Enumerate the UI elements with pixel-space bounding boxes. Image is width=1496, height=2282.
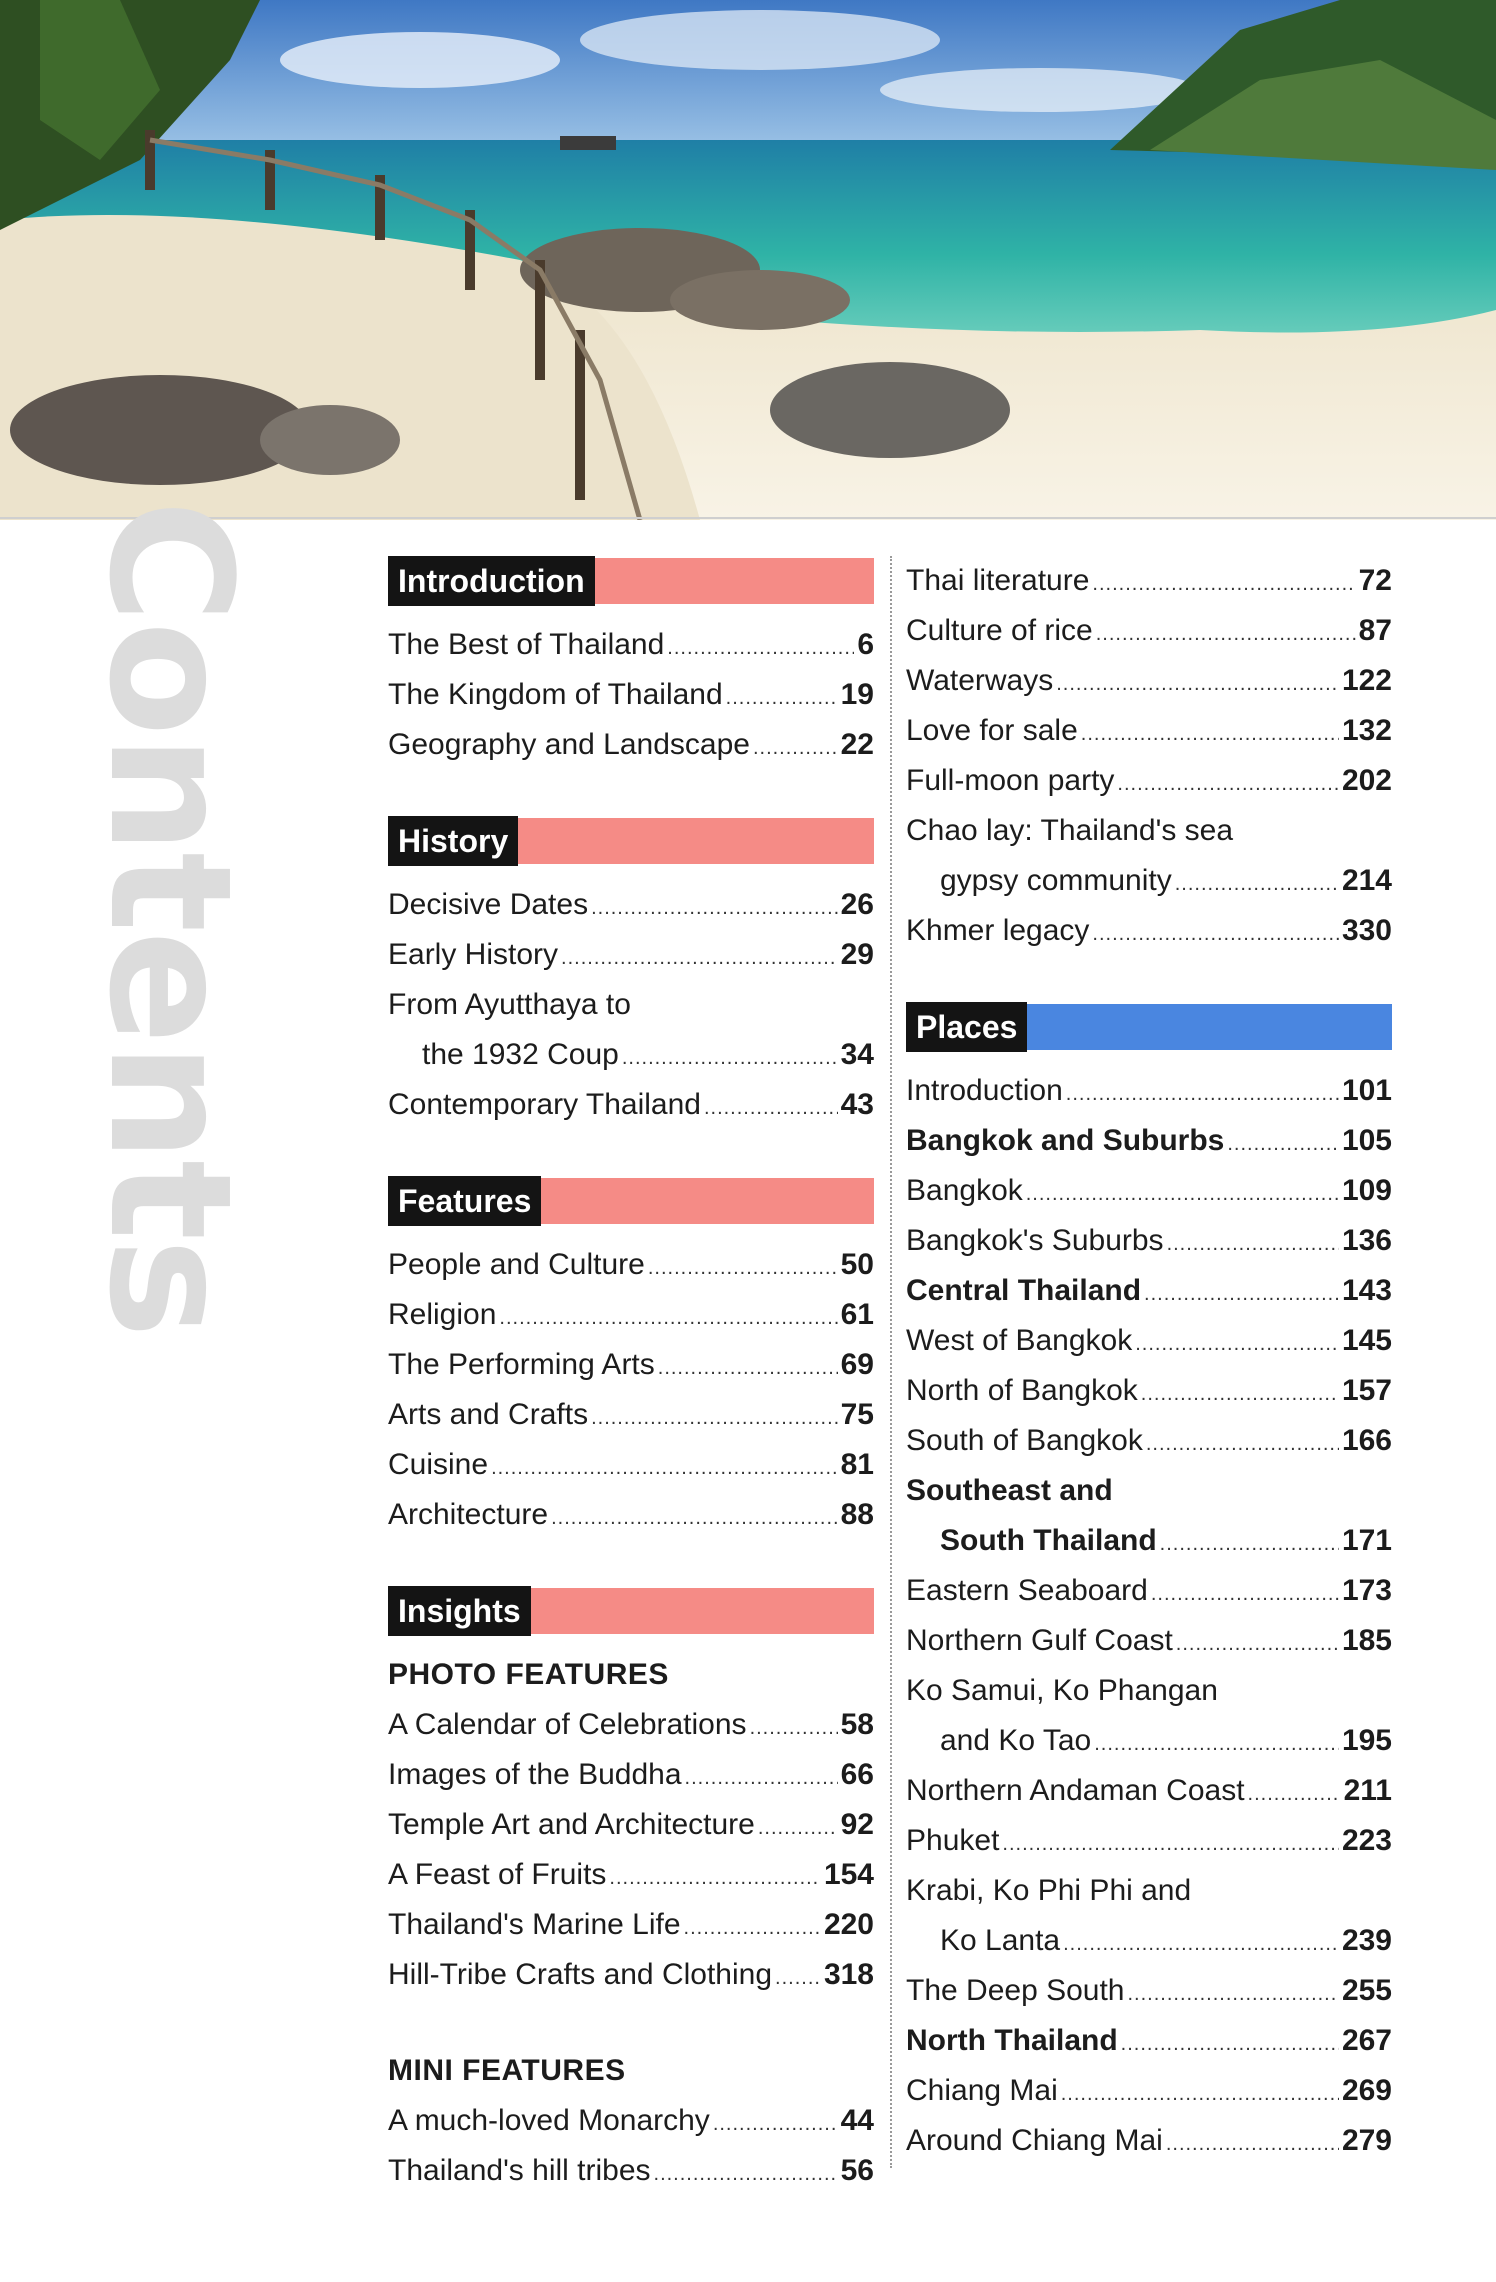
section-header-features — [388, 1176, 874, 1226]
toc-entry[interactable]: Introduction ..... 101 — [906, 1066, 1392, 1116]
toc-entry-region[interactable]: South Thailand ..... 171 — [906, 1516, 1392, 1566]
section-header-history — [388, 816, 874, 866]
toc-entry-region[interactable]: Bangkok and Suburbs ..... 105 — [906, 1116, 1392, 1166]
toc-entry[interactable]: Love for sale ..... 132 — [906, 706, 1392, 756]
toc-entry-wrap[interactable]: Krabi, Ko Phi Phi and — [906, 1874, 1192, 1907]
toc-entry[interactable]: Images of the Buddha ..... 66 — [388, 1750, 874, 1800]
toc-entry[interactable]: A much-loved Monarchy ..... 44 — [388, 2096, 874, 2146]
section-label: Places — [906, 1002, 1027, 1052]
toc-entry[interactable]: A Feast of Fruits ..... 154 — [388, 1850, 874, 1900]
section-header-insights — [388, 1586, 874, 1636]
cover-photo-beach — [0, 0, 1496, 520]
toc-entry[interactable]: Thailand's hill tribes ..... 56 — [388, 2146, 874, 2196]
toc-entry[interactable]: Eastern Seaboard ..... 173 — [906, 1566, 1392, 1616]
toc-entry[interactable]: A Calendar of Celebrations ..... 58 — [388, 1700, 874, 1750]
toc-entry[interactable]: Geography and Landscape ..... 22 — [388, 720, 874, 770]
beach-illustration — [0, 0, 1496, 520]
toc-entry[interactable]: Ko Lanta ..... 239 — [906, 1916, 1392, 1966]
toc-entry[interactable]: Cuisine ..... 81 — [388, 1440, 874, 1490]
toc-entry[interactable]: Thai literature ..... 72 — [906, 556, 1392, 606]
toc-entry[interactable]: Thailand's Marine Life ..... 220 — [388, 1900, 874, 1950]
toc-entry[interactable]: Contemporary Thailand ..... 43 — [388, 1080, 874, 1130]
toc-entry[interactable]: Waterways ..... 122 — [906, 656, 1392, 706]
section-label: History — [388, 816, 518, 866]
toc-entry[interactable]: The Performing Arts ..... 69 — [388, 1340, 874, 1390]
toc-entry[interactable]: and Ko Tao ..... 195 — [906, 1716, 1392, 1766]
toc-entry[interactable]: Phuket ..... 223 — [906, 1816, 1392, 1866]
toc-entry[interactable]: the 1932 Coup ..... 34 — [388, 1030, 874, 1080]
section-label: Features — [388, 1176, 541, 1226]
toc-entry[interactable]: Religion ..... 61 — [388, 1290, 874, 1340]
section-label: Introduction — [388, 556, 595, 606]
toc-entry[interactable]: Decisive Dates ..... 26 — [388, 880, 874, 930]
toc-entry[interactable]: Around Chiang Mai ..... 279 — [906, 2116, 1392, 2166]
section-header-places — [906, 1002, 1392, 1052]
toc-entry[interactable]: West of Bangkok ..... 145 — [906, 1316, 1392, 1366]
toc-entry[interactable]: The Kingdom of Thailand ..... 19 — [388, 670, 874, 720]
toc-entry[interactable]: Full-moon party ..... 202 — [906, 756, 1392, 806]
toc-entry[interactable]: The Deep South ..... 255 — [906, 1966, 1392, 2016]
toc-entry-wrap[interactable]: Ko Samui, Ko Phangan — [906, 1674, 1218, 1707]
contents-vertical-title — [70, 499, 270, 1337]
toc-entry[interactable]: Khmer legacy ..... 330 — [906, 906, 1392, 956]
toc-entry[interactable]: Arts and Crafts ..... 75 — [388, 1390, 874, 1440]
mini-features-subheading: MINI FEATURES — [388, 2054, 626, 2087]
photo-features-subheading: PHOTO FEATURES — [388, 1658, 669, 1691]
toc-entry-wrap[interactable]: From Ayutthaya to — [388, 988, 631, 1021]
toc-entry[interactable]: Chiang Mai ..... 269 — [906, 2066, 1392, 2116]
toc-entry[interactable]: The Best of Thailand ..... 6 — [388, 620, 874, 670]
column-divider — [890, 556, 892, 2168]
toc-entry[interactable]: North of Bangkok ..... 157 — [906, 1366, 1392, 1416]
toc-entry-region[interactable]: North Thailand ..... 267 — [906, 2016, 1392, 2066]
toc-entry[interactable]: Northern Gulf Coast ..... 185 — [906, 1616, 1392, 1666]
toc-left-column — [388, 556, 874, 2196]
toc-entry[interactable]: People and Culture ..... 50 — [388, 1240, 874, 1290]
section-label: Insights — [388, 1586, 531, 1636]
toc-entry[interactable]: gypsy community ..... 214 — [906, 856, 1392, 906]
toc-entry-region[interactable]: Central Thailand ..... 143 — [906, 1266, 1392, 1316]
toc-entry[interactable]: Culture of rice ..... 87 — [906, 606, 1392, 656]
toc-entry[interactable]: Bangkok ..... 109 — [906, 1166, 1392, 1216]
section-header-introduction — [388, 556, 874, 606]
toc-entry[interactable]: Bangkok's Suburbs ..... 136 — [906, 1216, 1392, 1266]
toc-entry[interactable]: Temple Art and Architecture ..... 92 — [388, 1800, 874, 1850]
page-title: Contents — [72, 499, 268, 1337]
toc-right-column — [906, 556, 1392, 2166]
toc-entry[interactable]: Early History ..... 29 — [388, 930, 874, 980]
toc-entry-wrap[interactable]: Chao lay: Thailand's sea — [906, 814, 1234, 847]
toc-entry[interactable]: Architecture ..... 88 — [388, 1490, 874, 1540]
toc-entry[interactable]: Hill-Tribe Crafts and Clothing ..... 318 — [388, 1950, 874, 2000]
toc-entry[interactable]: Northern Andaman Coast ..... 211 — [906, 1766, 1392, 1816]
toc-entry-region-wrap[interactable]: Southeast and — [906, 1474, 1113, 1507]
toc-entry[interactable]: South of Bangkok ..... 166 — [906, 1416, 1392, 1466]
